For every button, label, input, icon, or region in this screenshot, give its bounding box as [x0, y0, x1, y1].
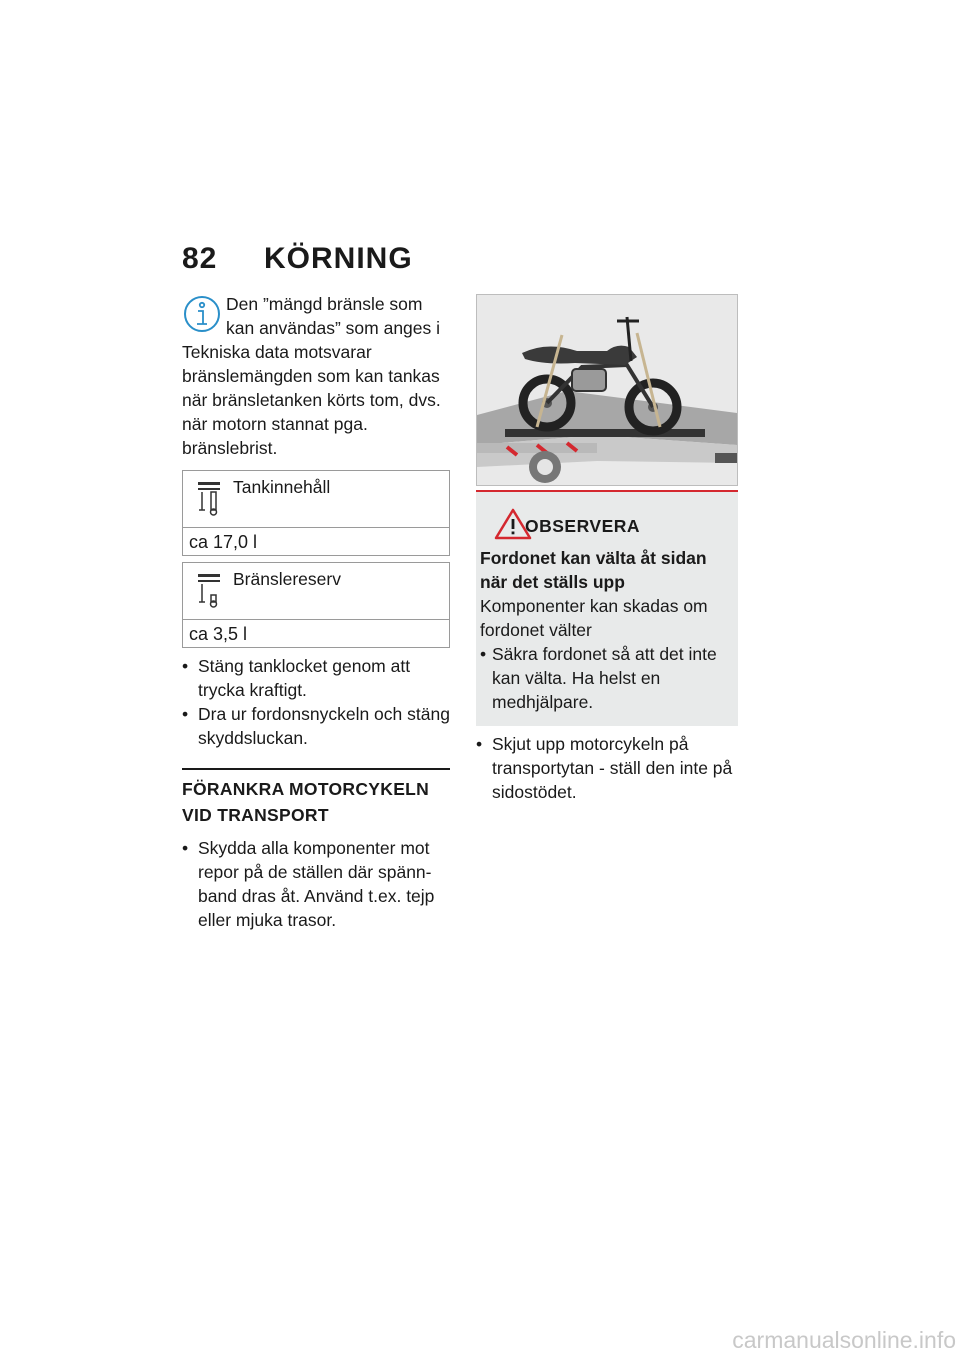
warning-text: Komponenter kan skadas om fordonet välter [480, 596, 708, 640]
spec-value: ca 3,5 l [189, 624, 248, 644]
watermark [728, 1318, 960, 1362]
page-header [182, 242, 413, 276]
fuel-gauge-icon [197, 573, 221, 609]
section-step-list [182, 836, 450, 932]
section-title: FÖRANKRA MOTORCYKELN VID TRANSPORT [182, 779, 430, 825]
step-list [476, 732, 738, 804]
spec-label: Tankinnehåll [233, 477, 331, 497]
warning-step-list [480, 642, 730, 714]
info-text: Den ”mängd bränsle som kan användas” som anges i Tekniska data motsvarar bränslemängden som kan tankas när bränsletanken körts tom, dvs. när motorn stannat pga. bränslebrist. [182, 294, 441, 458]
info-note [182, 292, 450, 460]
fuel-gauge-icon [197, 481, 221, 517]
spec-tank-capacity [182, 470, 450, 556]
spec-value: ca 17,0 l [189, 532, 258, 552]
spec-fuel-reserve [182, 562, 450, 648]
list-item: • Säkra fordonet så att det inte kan välta. Ha helst en medhjälpare. [480, 642, 730, 714]
list-item: • Skjut upp motorcykeln på transportytan - ställ den inte på sidostödet. [476, 732, 738, 804]
list-item: • Stäng tanklocket genom att trycka kraftigt. [182, 654, 450, 702]
warning-box [476, 490, 738, 726]
list-item: • Dra ur fordonsnyckeln och stäng skyddsluckan. [182, 702, 450, 750]
watermark-text: carmanualsonline.info [732, 1327, 956, 1353]
left-column [182, 292, 450, 932]
right-column [476, 294, 738, 804]
page-number: 82 [182, 242, 218, 275]
page-title: KÖRNING [264, 242, 413, 275]
step-list [182, 654, 450, 750]
warning-title: OBSERVERA [525, 516, 641, 536]
list-item: • Skydda alla komponenter mot repor på de ställen där spännband dras åt. Använd t.ex. tejp eller mjuka trasor. [182, 836, 450, 932]
warning-heading: Fordonet kan välta åt sidan när det ställs upp [480, 548, 707, 592]
section-divider [182, 768, 450, 770]
info-icon [182, 294, 222, 334]
motorcycle-on-trailer-image [476, 294, 738, 486]
spec-label: Bränslereserv [233, 569, 341, 589]
